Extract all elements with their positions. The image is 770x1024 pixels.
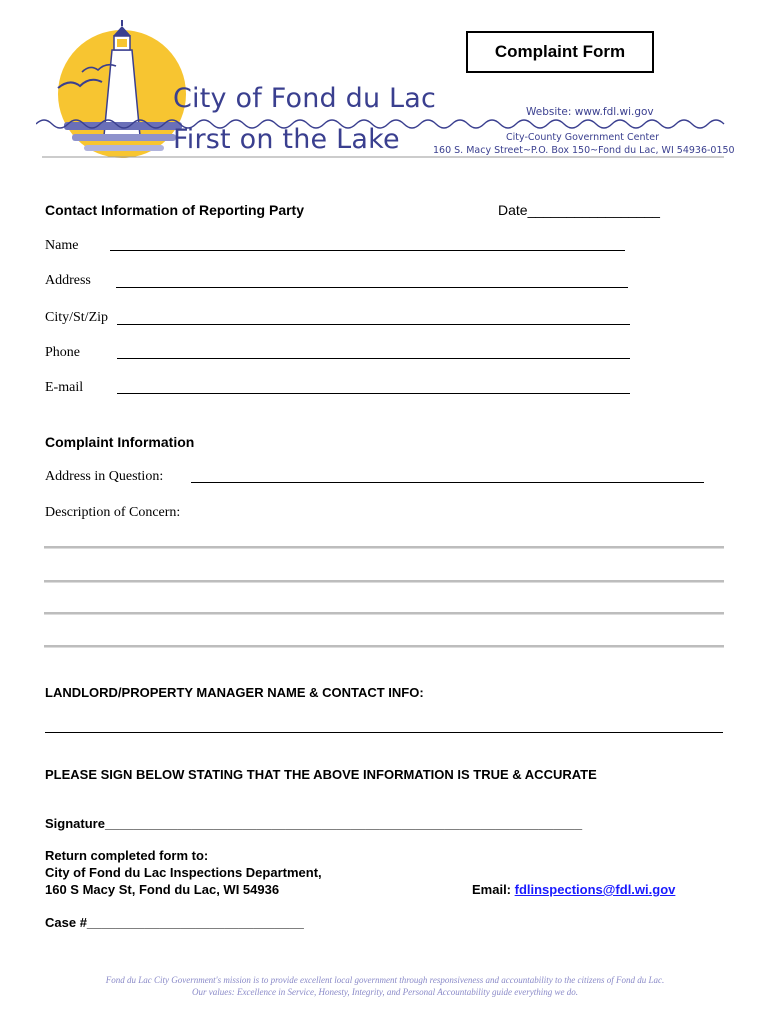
name-label: Name <box>45 238 79 253</box>
return-line-2: City of Fond du Lac Inspections Department, <box>45 865 322 880</box>
return-email <box>472 882 675 897</box>
city-tagline: First on the Lake <box>173 124 400 155</box>
name-field[interactable] <box>110 250 625 251</box>
address-in-question-label: Address in Question: <box>45 469 164 484</box>
address-text: 160 S. Macy Street~P.O. Box 150~Fond du Lac, WI 54936-0150 <box>433 145 735 156</box>
website-text: Website: www.fdl.wi.gov <box>526 106 654 118</box>
description-line-2[interactable] <box>44 580 724 583</box>
signature-statement: PLEASE SIGN BELOW STATING THAT THE ABOVE INFORMATION IS TRUE & ACCURATE <box>45 767 597 782</box>
address-in-question-field[interactable] <box>191 482 704 483</box>
case-field[interactable]: Case #______________________________ <box>45 915 304 930</box>
address-label: Address <box>45 273 91 288</box>
return-line-3: 160 S Macy St, Fond du Lac, WI 54936 <box>45 882 280 897</box>
city-st-zip-label: City/St/Zip <box>45 310 109 325</box>
date-field[interactable]: Date_________________ <box>498 202 660 218</box>
address-field[interactable] <box>116 287 628 288</box>
city-st-zip-field[interactable] <box>117 324 630 325</box>
contact-heading: Contact Information of Reporting Party <box>45 202 304 218</box>
complaint-heading: Complaint Information <box>45 434 195 450</box>
landlord-field[interactable] <box>45 732 723 733</box>
phone-field[interactable] <box>117 358 630 359</box>
email-label: E-mail <box>45 380 84 395</box>
landlord-heading: LANDLORD/PROPERTY MANAGER NAME & CONTACT INFO: <box>45 685 424 700</box>
values-statement: Our values: Excellence in Service, Honesty, Integrity, and Personal Accountability guide everything we do. <box>192 987 578 997</box>
gov-center-text: City-County Government Center <box>506 132 659 143</box>
mission-statement: Fond du Lac City Government's mission is to provide excellent local government through responsiveness and accountability to the citizens of Fond du Lac. <box>105 975 665 985</box>
signature-field[interactable]: Signature__________________________________________________________________ <box>45 816 583 831</box>
return-line-1: Return completed form to: <box>45 848 209 863</box>
description-line-4[interactable] <box>44 645 724 648</box>
phone-label: Phone <box>45 345 80 360</box>
email-field[interactable] <box>117 393 630 394</box>
form-title-box <box>466 31 654 73</box>
email-link[interactable]: fdlinspections@fdl.wi.gov <box>514 882 676 897</box>
description-line-3[interactable] <box>44 612 724 615</box>
description-line-1[interactable] <box>44 546 724 549</box>
description-label: Description of Concern: <box>45 505 181 520</box>
form-title: Complaint Form <box>494 42 626 61</box>
city-name: City of Fond du Lac <box>173 83 437 114</box>
email-prefix: Email: <box>472 882 515 897</box>
